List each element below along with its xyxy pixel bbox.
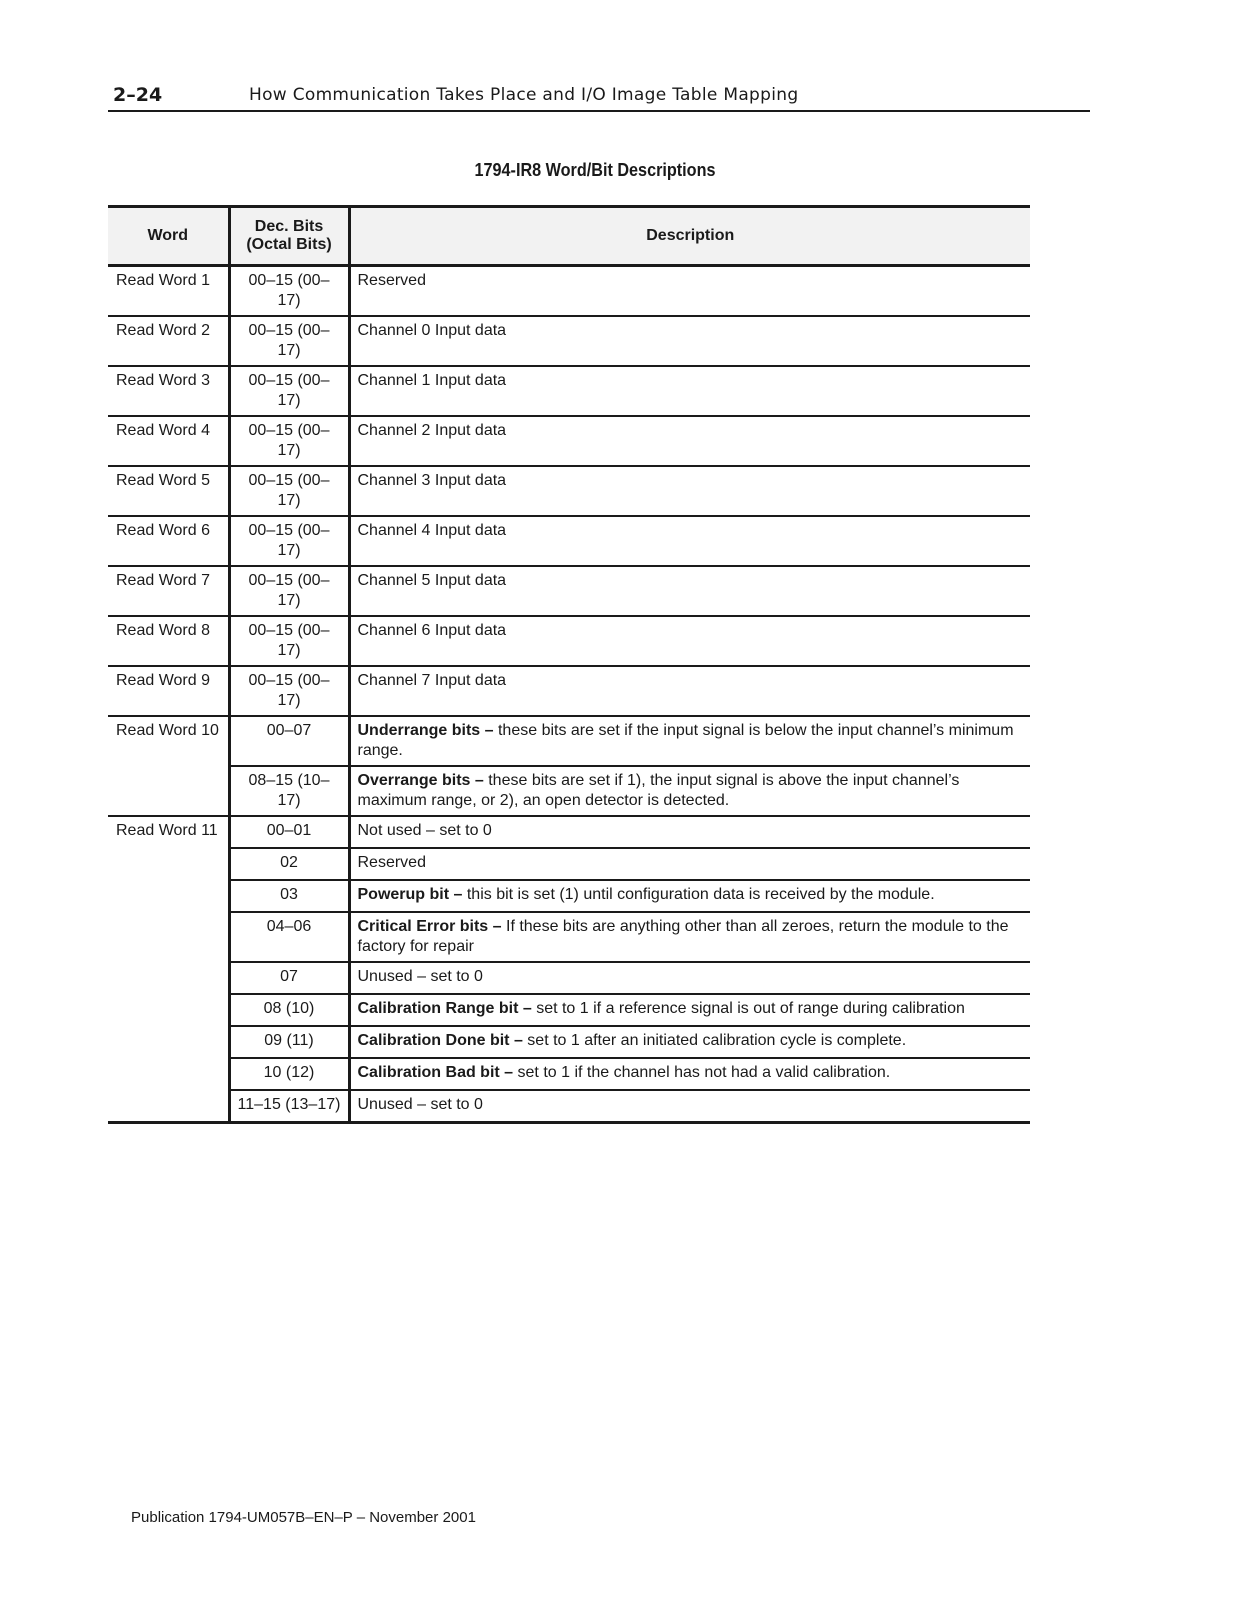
table-row <box>108 848 1030 880</box>
description-term: Calibration Done bit – <box>357 1032 523 1049</box>
table-row <box>108 766 1030 816</box>
table-row <box>108 316 1030 366</box>
description-text: set to 1 if a reference signal is out of range during calibration <box>531 1000 965 1017</box>
cell-word: Read Word 9 <box>108 666 229 716</box>
description-text: Channel 7 Input data <box>357 672 507 689</box>
cell-description <box>349 766 1030 816</box>
table-row <box>108 994 1030 1026</box>
cell-bits: 00–01 <box>229 816 349 848</box>
publication-footer: Publication 1794-UM057B–EN–P – November 2001 <box>131 1509 476 1526</box>
cell-bits: 00–15 (00–17) <box>229 616 349 666</box>
description-text: Not used – set to 0 <box>357 822 492 839</box>
cell-word <box>108 994 229 1026</box>
table-row <box>108 880 1030 912</box>
cell-description <box>349 366 1030 416</box>
cell-bits: 00–15 (00–17) <box>229 316 349 366</box>
description-text: Reserved <box>357 272 426 289</box>
cell-description <box>349 716 1030 766</box>
cell-bits: 00–07 <box>229 716 349 766</box>
cell-bits: 08 (10) <box>229 994 349 1026</box>
cell-bits: 07 <box>229 962 349 994</box>
cell-bits: 00–15 (00–17) <box>229 466 349 516</box>
table-header-row <box>108 207 1030 266</box>
column-header-bits-line1: Dec. Bits <box>254 218 324 235</box>
cell-bits: 11–15 (13–17) <box>229 1090 349 1123</box>
cell-description <box>349 848 1030 880</box>
cell-description <box>349 316 1030 366</box>
cell-word <box>108 848 229 880</box>
column-header-word: Word <box>108 207 229 266</box>
description-text: these bits are set if the input signal is below the input channel’s minimum range. <box>357 722 1014 759</box>
cell-word: Read Word 1 <box>108 266 229 317</box>
cell-word <box>108 1058 229 1090</box>
cell-description <box>349 1026 1030 1058</box>
table-row <box>108 912 1030 962</box>
cell-description <box>349 912 1030 962</box>
cell-description <box>349 816 1030 848</box>
cell-bits: 00–15 (00–17) <box>229 666 349 716</box>
description-text: Channel 5 Input data <box>357 572 507 589</box>
cell-bits: 00–15 (00–17) <box>229 366 349 416</box>
table-row <box>108 366 1030 416</box>
cell-description <box>349 962 1030 994</box>
table-row <box>108 666 1030 716</box>
description-text: If these bits are anything other than all zeroes, return the module to the factory for repair <box>357 918 1009 955</box>
description-term: Calibration Bad bit – <box>357 1064 514 1081</box>
word-bit-table <box>108 205 1030 1124</box>
cell-bits: 00–15 (00–17) <box>229 566 349 616</box>
running-header-title: How Communication Takes Place and I/O Image Table Mapping <box>249 85 799 105</box>
description-text: set to 1 if the channel has not had a valid calibration. <box>513 1064 891 1081</box>
cell-word <box>108 766 229 816</box>
cell-word <box>108 1026 229 1058</box>
cell-word <box>108 1090 229 1123</box>
column-header-bits-line2: (Octal Bits) <box>246 236 332 253</box>
cell-description <box>349 616 1030 666</box>
description-term: Underrange bits – <box>357 722 494 739</box>
cell-description <box>349 1058 1030 1090</box>
cell-description <box>349 266 1030 317</box>
description-text: Channel 6 Input data <box>357 622 507 639</box>
cell-bits: 04–06 <box>229 912 349 962</box>
table-row <box>108 516 1030 566</box>
cell-word: Read Word 5 <box>108 466 229 516</box>
page-number: 2–24 <box>113 84 163 106</box>
cell-description <box>349 880 1030 912</box>
table-title: 1794-IR8 Word/Bit Descriptions <box>474 160 716 180</box>
cell-word: Read Word 4 <box>108 416 229 466</box>
table-row <box>108 466 1030 516</box>
cell-word: Read Word 2 <box>108 316 229 366</box>
table-row <box>108 616 1030 666</box>
cell-word: Read Word 6 <box>108 516 229 566</box>
cell-word: Read Word 8 <box>108 616 229 666</box>
cell-bits: 00–15 (00–17) <box>229 416 349 466</box>
cell-description <box>349 566 1030 616</box>
description-term: Critical Error bits – <box>357 918 502 935</box>
description-text: these bits are set if 1), the input signal is above the input channel’s maximum range, or 2), an open detector is detected. <box>357 772 960 809</box>
description-text: Channel 3 Input data <box>357 472 507 489</box>
cell-description <box>349 466 1030 516</box>
cell-word: Read Word 3 <box>108 366 229 416</box>
cell-bits: 08–15 (10–17) <box>229 766 349 816</box>
description-term: Calibration Range bit – <box>357 1000 532 1017</box>
description-term: Powerup bit – <box>357 886 463 903</box>
description-text: Unused – set to 0 <box>357 1096 483 1113</box>
cell-bits: 02 <box>229 848 349 880</box>
description-text: this bit is set (1) until configuration data is received by the module. <box>462 886 935 903</box>
cell-description <box>349 994 1030 1026</box>
cell-description <box>349 1090 1030 1123</box>
cell-bits: 03 <box>229 880 349 912</box>
column-header-description: Description <box>349 207 1030 266</box>
cell-description <box>349 416 1030 466</box>
table-row <box>108 566 1030 616</box>
table-body <box>108 266 1030 1123</box>
header-rule <box>108 110 1090 112</box>
table-row <box>108 716 1030 766</box>
description-text: Channel 4 Input data <box>357 522 507 539</box>
description-text: set to 1 after an initiated calibration cycle is complete. <box>522 1032 907 1049</box>
cell-bits: 09 (11) <box>229 1026 349 1058</box>
cell-bits: 10 (12) <box>229 1058 349 1090</box>
cell-word <box>108 880 229 912</box>
cell-word <box>108 912 229 962</box>
description-text: Unused – set to 0 <box>357 968 483 985</box>
table-row <box>108 416 1030 466</box>
cell-word: Read Word 7 <box>108 566 229 616</box>
table-row <box>108 816 1030 848</box>
table-row <box>108 1090 1030 1123</box>
table-row <box>108 1026 1030 1058</box>
table-row <box>108 1058 1030 1090</box>
cell-word: Read Word 11 <box>116 822 218 839</box>
table-row <box>108 266 1030 317</box>
cell-bits: 00–15 (00–17) <box>229 266 349 317</box>
cell-word: Read Word 10 <box>116 722 219 739</box>
column-header-bits <box>229 207 349 266</box>
cell-description <box>349 516 1030 566</box>
table-row <box>108 962 1030 994</box>
description-text: Channel 0 Input data <box>357 322 507 339</box>
description-text: Reserved <box>357 854 426 871</box>
description-term: Overrange bits – <box>357 772 484 789</box>
description-text: Channel 1 Input data <box>357 372 507 389</box>
cell-description <box>349 666 1030 716</box>
cell-word <box>108 962 229 994</box>
cell-bits: 00–15 (00–17) <box>229 516 349 566</box>
description-text: Channel 2 Input data <box>357 422 507 439</box>
